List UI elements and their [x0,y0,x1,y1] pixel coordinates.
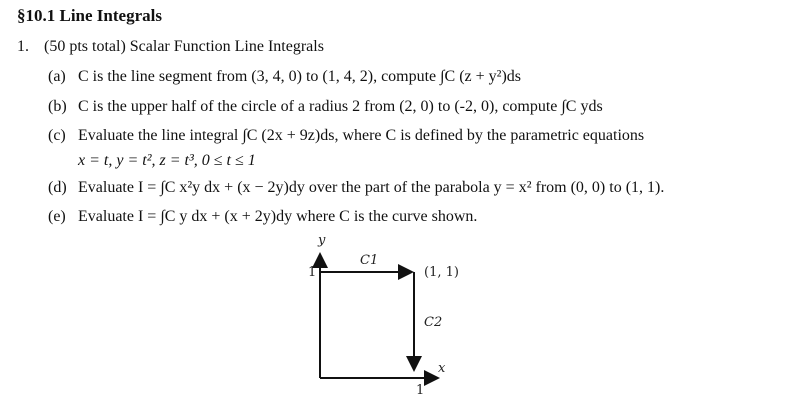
part-b [48,98,603,116]
part-a-text: C is the line segment from (3, 4, 0) to (1, 4, 2), compute ∫C (z + y²)ds [78,68,522,85]
curve-c1-label: C1 [360,253,379,268]
part-d-text: Evaluate I = ∫C x²y dx + (x − 2y)dy over the part of the parabola y = x² from (0, 0) to (1, 1). [78,179,665,196]
part-d [48,179,664,197]
part-e-text: Evaluate I = ∫C y dx + (x + 2y)dy where C is the curve shown. [78,208,478,225]
point-label: (1, 1) [424,265,459,280]
part-d-label: (d) [48,179,67,196]
part-b-label: (b) [48,98,67,115]
part-a-label: (a) [48,68,66,85]
problem-heading: (50 pts total) Scalar Function Line Integrals [44,38,324,55]
curve-figure [290,228,470,408]
curve-figure-svg [290,228,470,408]
part-c-parametric-equations: x = t, y = t², z = t³, 0 ≤ t ≤ 1 [78,152,256,169]
problem-number: 1. [17,38,29,55]
section-title: §10.1 Line Integrals [17,6,162,25]
part-e-label: (e) [48,208,66,225]
y-axis-label: y [318,233,326,248]
part-c-text: Evaluate the line integral ∫C (2x + 9z)ds, where C is defined by the parametric equations [78,127,645,144]
part-c-label: (c) [48,127,66,144]
part-a [48,68,521,86]
part-c [48,127,644,145]
x-tick-label: 1 [416,383,425,398]
y-tick-label: 1 [308,265,317,280]
part-e [48,208,477,226]
x-axis-label: x [438,361,446,376]
problem-heading-line [17,38,324,56]
curve-c2-label: C2 [424,315,443,330]
part-b-text: C is the upper half of the circle of a radius 2 from (2, 0) to (-2, 0), compute ∫C yds [78,98,603,115]
